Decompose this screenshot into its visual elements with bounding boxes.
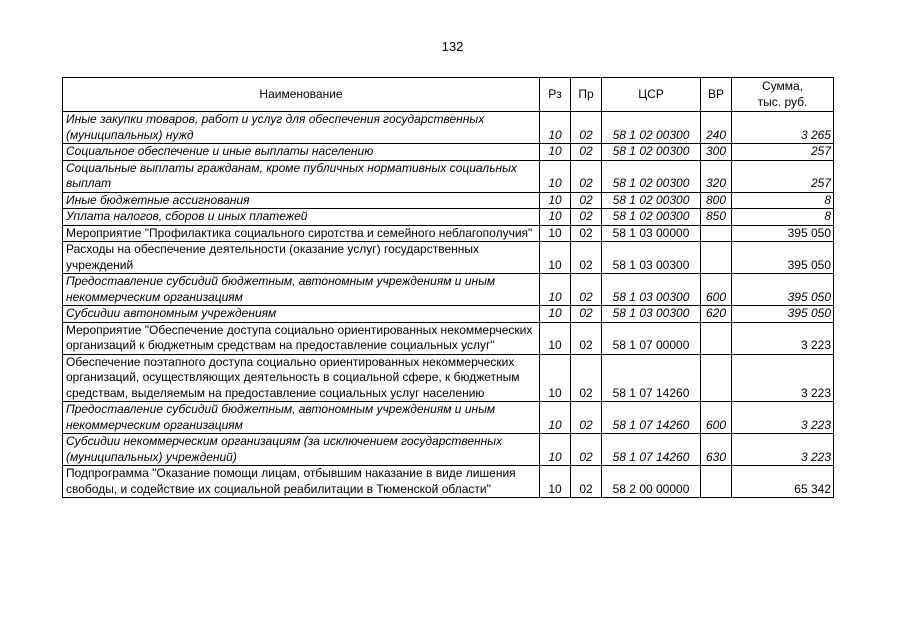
cell-pr: 02 — [571, 225, 602, 242]
cell-sum: 8 — [732, 192, 834, 209]
cell-name: Социальные выплаты гражданам, кроме публичных нормативных социальных выплат — [63, 160, 540, 192]
cell-pr: 02 — [571, 402, 602, 434]
cell-rz: 10 — [540, 225, 571, 242]
cell-sum: 395 050 — [732, 242, 834, 274]
cell-sum: 395 050 — [732, 306, 834, 323]
cell-name: Мероприятие "Профилактика социального сиротства и семейного неблагополучия" — [63, 225, 540, 242]
cell-csr: 58 1 07 14260 — [602, 402, 701, 434]
header-vr: ВР — [701, 78, 732, 112]
table-row — [63, 402, 834, 434]
table-row — [63, 160, 834, 192]
cell-pr: 02 — [571, 112, 602, 144]
cell-name: Предоставление субсидий бюджетным, автономным учреждениям и иным некоммерческим организациям — [63, 402, 540, 434]
cell-name: Иные закупки товаров, работ и услуг для обеспечения государственных (муниципальных) нужд — [63, 112, 540, 144]
header-sum-line1: Сумма, — [761, 79, 804, 93]
cell-vr: 620 — [701, 306, 732, 323]
cell-rz: 10 — [540, 112, 571, 144]
cell-rz: 10 — [540, 274, 571, 306]
cell-name: Субсидии некоммерческим организациям (за исключением государственных (муниципальных) учреждений) — [63, 434, 540, 466]
cell-csr: 58 1 07 14260 — [602, 354, 701, 402]
cell-pr: 02 — [571, 209, 602, 226]
cell-pr: 02 — [571, 322, 602, 354]
cell-name: Иные бюджетные ассигнования — [63, 192, 540, 209]
cell-csr: 58 2 00 00000 — [602, 466, 701, 498]
cell-csr: 58 1 03 00300 — [602, 306, 701, 323]
table-row — [63, 322, 834, 354]
cell-name: Уплата налогов, сборов и иных платежей — [63, 209, 540, 226]
cell-sum: 257 — [732, 160, 834, 192]
cell-pr: 02 — [571, 354, 602, 402]
budget-table — [62, 77, 834, 498]
table-row — [63, 434, 834, 466]
table-header-row — [63, 78, 834, 112]
table-row — [63, 209, 834, 226]
cell-vr: 240 — [701, 112, 732, 144]
cell-sum: 8 — [732, 209, 834, 226]
cell-vr: 600 — [701, 274, 732, 306]
table-row — [63, 306, 834, 323]
cell-csr: 58 1 02 00300 — [602, 209, 701, 226]
cell-pr: 02 — [571, 192, 602, 209]
cell-rz: 10 — [540, 144, 571, 161]
cell-rz: 10 — [540, 209, 571, 226]
cell-vr: 630 — [701, 434, 732, 466]
table-row — [63, 225, 834, 242]
cell-sum: 257 — [732, 144, 834, 161]
cell-rz: 10 — [540, 466, 571, 498]
cell-vr — [701, 466, 732, 498]
cell-rz: 10 — [540, 306, 571, 323]
table-row — [63, 242, 834, 274]
header-pr: Пр — [571, 78, 602, 112]
cell-vr: 800 — [701, 192, 732, 209]
table-row — [63, 466, 834, 498]
table-row — [63, 274, 834, 306]
header-sum — [732, 78, 834, 112]
cell-name: Обеспечение поэтапного доступа социально ориентированных некоммерческих организаций, осуществляющих деятельность в социальной сфере, к бюджетным средствам, выделяемым на предоставление социальных услуг населению — [63, 354, 540, 402]
cell-csr: 58 1 02 00300 — [602, 112, 701, 144]
cell-sum: 395 050 — [732, 225, 834, 242]
cell-vr: 850 — [701, 209, 732, 226]
header-rz: Рз — [540, 78, 571, 112]
table-row — [63, 144, 834, 161]
cell-name: Предоставление субсидий бюджетным, автономным учреждениям и иным некоммерческим организациям — [63, 274, 540, 306]
cell-name: Подпрограмма "Оказание помощи лицам, отбывшим наказание в виде лишения свободы, и содействие их социальной реабилитации в Тюменской области" — [63, 466, 540, 498]
cell-name: Расходы на обеспечение деятельности (оказание услуг) государственных учреждений — [63, 242, 540, 274]
table-row — [63, 192, 834, 209]
cell-name: Субсидии автономным учреждениям — [63, 306, 540, 323]
cell-vr — [701, 354, 732, 402]
cell-rz: 10 — [540, 192, 571, 209]
cell-sum: 65 342 — [732, 466, 834, 498]
cell-rz: 10 — [540, 322, 571, 354]
cell-rz: 10 — [540, 354, 571, 402]
cell-pr: 02 — [571, 160, 602, 192]
cell-pr: 02 — [571, 144, 602, 161]
cell-csr: 58 1 02 00300 — [602, 192, 701, 209]
cell-csr: 58 1 02 00300 — [602, 144, 701, 161]
cell-name: Мероприятие "Обеспечение доступа социально ориентированных некоммерческих организаций к бюджетным средствам на предоставление социальных услуг" — [63, 322, 540, 354]
cell-rz: 10 — [540, 434, 571, 466]
cell-pr: 02 — [571, 242, 602, 274]
cell-pr: 02 — [571, 306, 602, 323]
cell-vr — [701, 225, 732, 242]
cell-pr: 02 — [571, 434, 602, 466]
header-name: Наименование — [63, 78, 540, 112]
header-csr: ЦСР — [602, 78, 701, 112]
cell-csr: 58 1 03 00300 — [602, 242, 701, 274]
cell-csr: 58 1 03 00300 — [602, 274, 701, 306]
header-sum-line2: тыс. руб. — [757, 94, 808, 109]
cell-sum: 395 050 — [732, 274, 834, 306]
cell-csr: 58 1 07 14260 — [602, 434, 701, 466]
cell-name: Социальное обеспечение и иные выплаты населению — [63, 144, 540, 161]
cell-rz: 10 — [540, 160, 571, 192]
cell-csr: 58 1 02 00300 — [602, 160, 701, 192]
cell-vr: 320 — [701, 160, 732, 192]
cell-sum: 3 223 — [732, 402, 834, 434]
cell-vr: 600 — [701, 402, 732, 434]
cell-vr: 300 — [701, 144, 732, 161]
cell-vr — [701, 242, 732, 274]
cell-pr: 02 — [571, 466, 602, 498]
table-row — [63, 112, 834, 144]
table-row — [63, 354, 834, 402]
cell-csr: 58 1 03 00000 — [602, 225, 701, 242]
cell-vr — [701, 322, 732, 354]
cell-csr: 58 1 07 00000 — [602, 322, 701, 354]
cell-pr: 02 — [571, 274, 602, 306]
cell-rz: 10 — [540, 242, 571, 274]
cell-sum: 3 265 — [732, 112, 834, 144]
cell-rz: 10 — [540, 402, 571, 434]
cell-sum: 3 223 — [732, 434, 834, 466]
cell-sum: 3 223 — [732, 322, 834, 354]
page-number: 132 — [441, 39, 464, 54]
cell-sum: 3 223 — [732, 354, 834, 402]
